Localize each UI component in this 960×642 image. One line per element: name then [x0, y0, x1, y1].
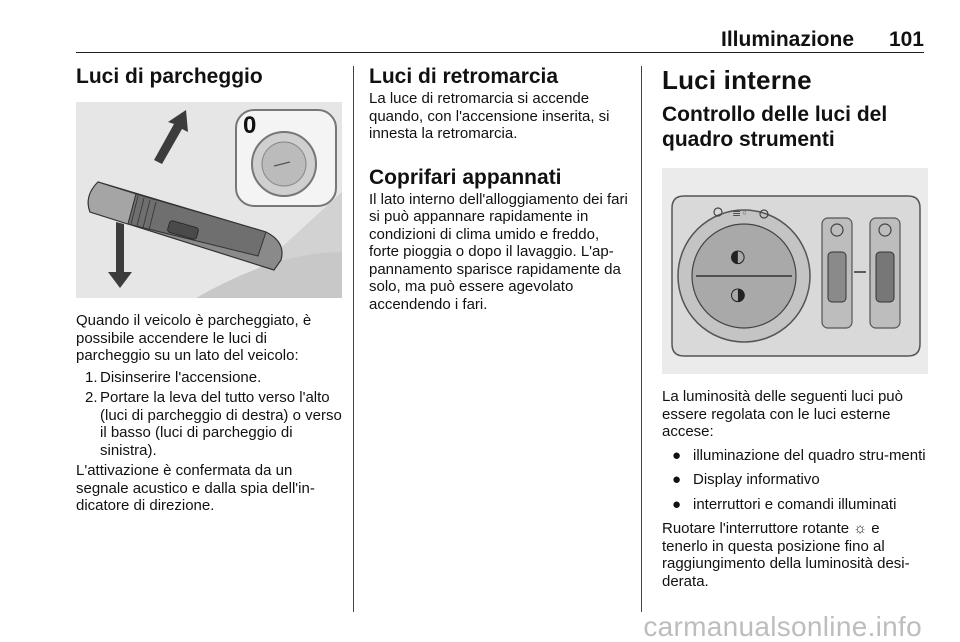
- column-separator-2: [641, 66, 642, 612]
- header-rule: [76, 52, 924, 53]
- bullet-icon: ●: [672, 446, 682, 464]
- section-heading-parking-lights: Luci di parcheggio: [76, 65, 263, 88]
- subheading-instrument-lighting: Controllo delle luci del quadro strumenti: [662, 103, 888, 151]
- chapter-heading-interior-lights: Luci interne: [662, 65, 812, 95]
- interior-outro: Ruotare l'interruttore rotante ☼ e tenerlo in questa posizione fino al raggiungimento della luminosità desi-derata.: [662, 520, 910, 590]
- section-heading-fogged-covers: Coprifari appannati: [369, 165, 562, 189]
- page-header: [76, 28, 924, 54]
- list-item: ● interruttori e comandi illuminati: [672, 495, 897, 513]
- figure-turn-signal-lever: [76, 102, 342, 298]
- column-parking-lights: [76, 64, 342, 515]
- page-number: 101: [888, 28, 924, 51]
- list-item: 2. Portare la leva del tutto verso l'alto (luci di parcheggio di destra) o verso il basso (luci di parcheggio di sinistra).: [85, 389, 342, 459]
- svg-text:≡◦: ≡◦: [732, 207, 748, 220]
- parking-intro: Quando il veicolo è parcheggiato, è possibile accendere le luci di parcheggio su un lato del veicolo:: [76, 312, 312, 364]
- bullet-icon: ●: [672, 495, 682, 513]
- list-item: ● illuminazione del quadro stru-menti: [672, 446, 926, 464]
- reverse-lights-text: La luce di retromarcia si accende quando, con l'accensione inserita, si innesta la retromarcia.: [369, 90, 610, 142]
- bullet-icon: ●: [672, 471, 682, 488]
- column-interior-lights: [662, 64, 928, 590]
- column-reverse-lights: [369, 64, 633, 313]
- lever-illustration: [76, 102, 342, 298]
- figure-label-zero: 0: [243, 112, 257, 139]
- adjustable-lights-list: [662, 447, 928, 514]
- parking-steps: [76, 369, 342, 460]
- section-heading-reverse-lights: Luci di retromarcia: [369, 65, 559, 88]
- interior-intro: La luminosità delle seguenti luci può essere regolata con le luci esterne accese:: [662, 388, 903, 440]
- page-title: Illuminazione: [720, 28, 854, 51]
- watermark: carmanualsonline.info: [643, 611, 922, 642]
- fogged-covers-text: Il lato interno dell'alloggiamento dei fari si può appannare rapidamente in condizioni di clima umido e freddo, forte pioggia o dopo il lavaggio. L'ap-pannamento sparisce rapidamente da solo, ma può essere agevolato accendendo i fari.: [369, 190, 628, 313]
- column-separator-1: [353, 66, 354, 612]
- list-item: ● Display informativo: [672, 471, 820, 488]
- light-switch-illustration: [662, 168, 928, 374]
- figure-light-switch-panel: [662, 168, 928, 374]
- parking-outro: L'attivazione è confermata da un segnale acustico e dalla spia dell'in-dicatore di direzione.: [76, 462, 315, 514]
- svg-text:◑: ◑: [730, 284, 746, 305]
- svg-text:◐: ◐: [730, 246, 746, 267]
- list-item: 1. Disinserire l'accensione.: [85, 368, 262, 386]
